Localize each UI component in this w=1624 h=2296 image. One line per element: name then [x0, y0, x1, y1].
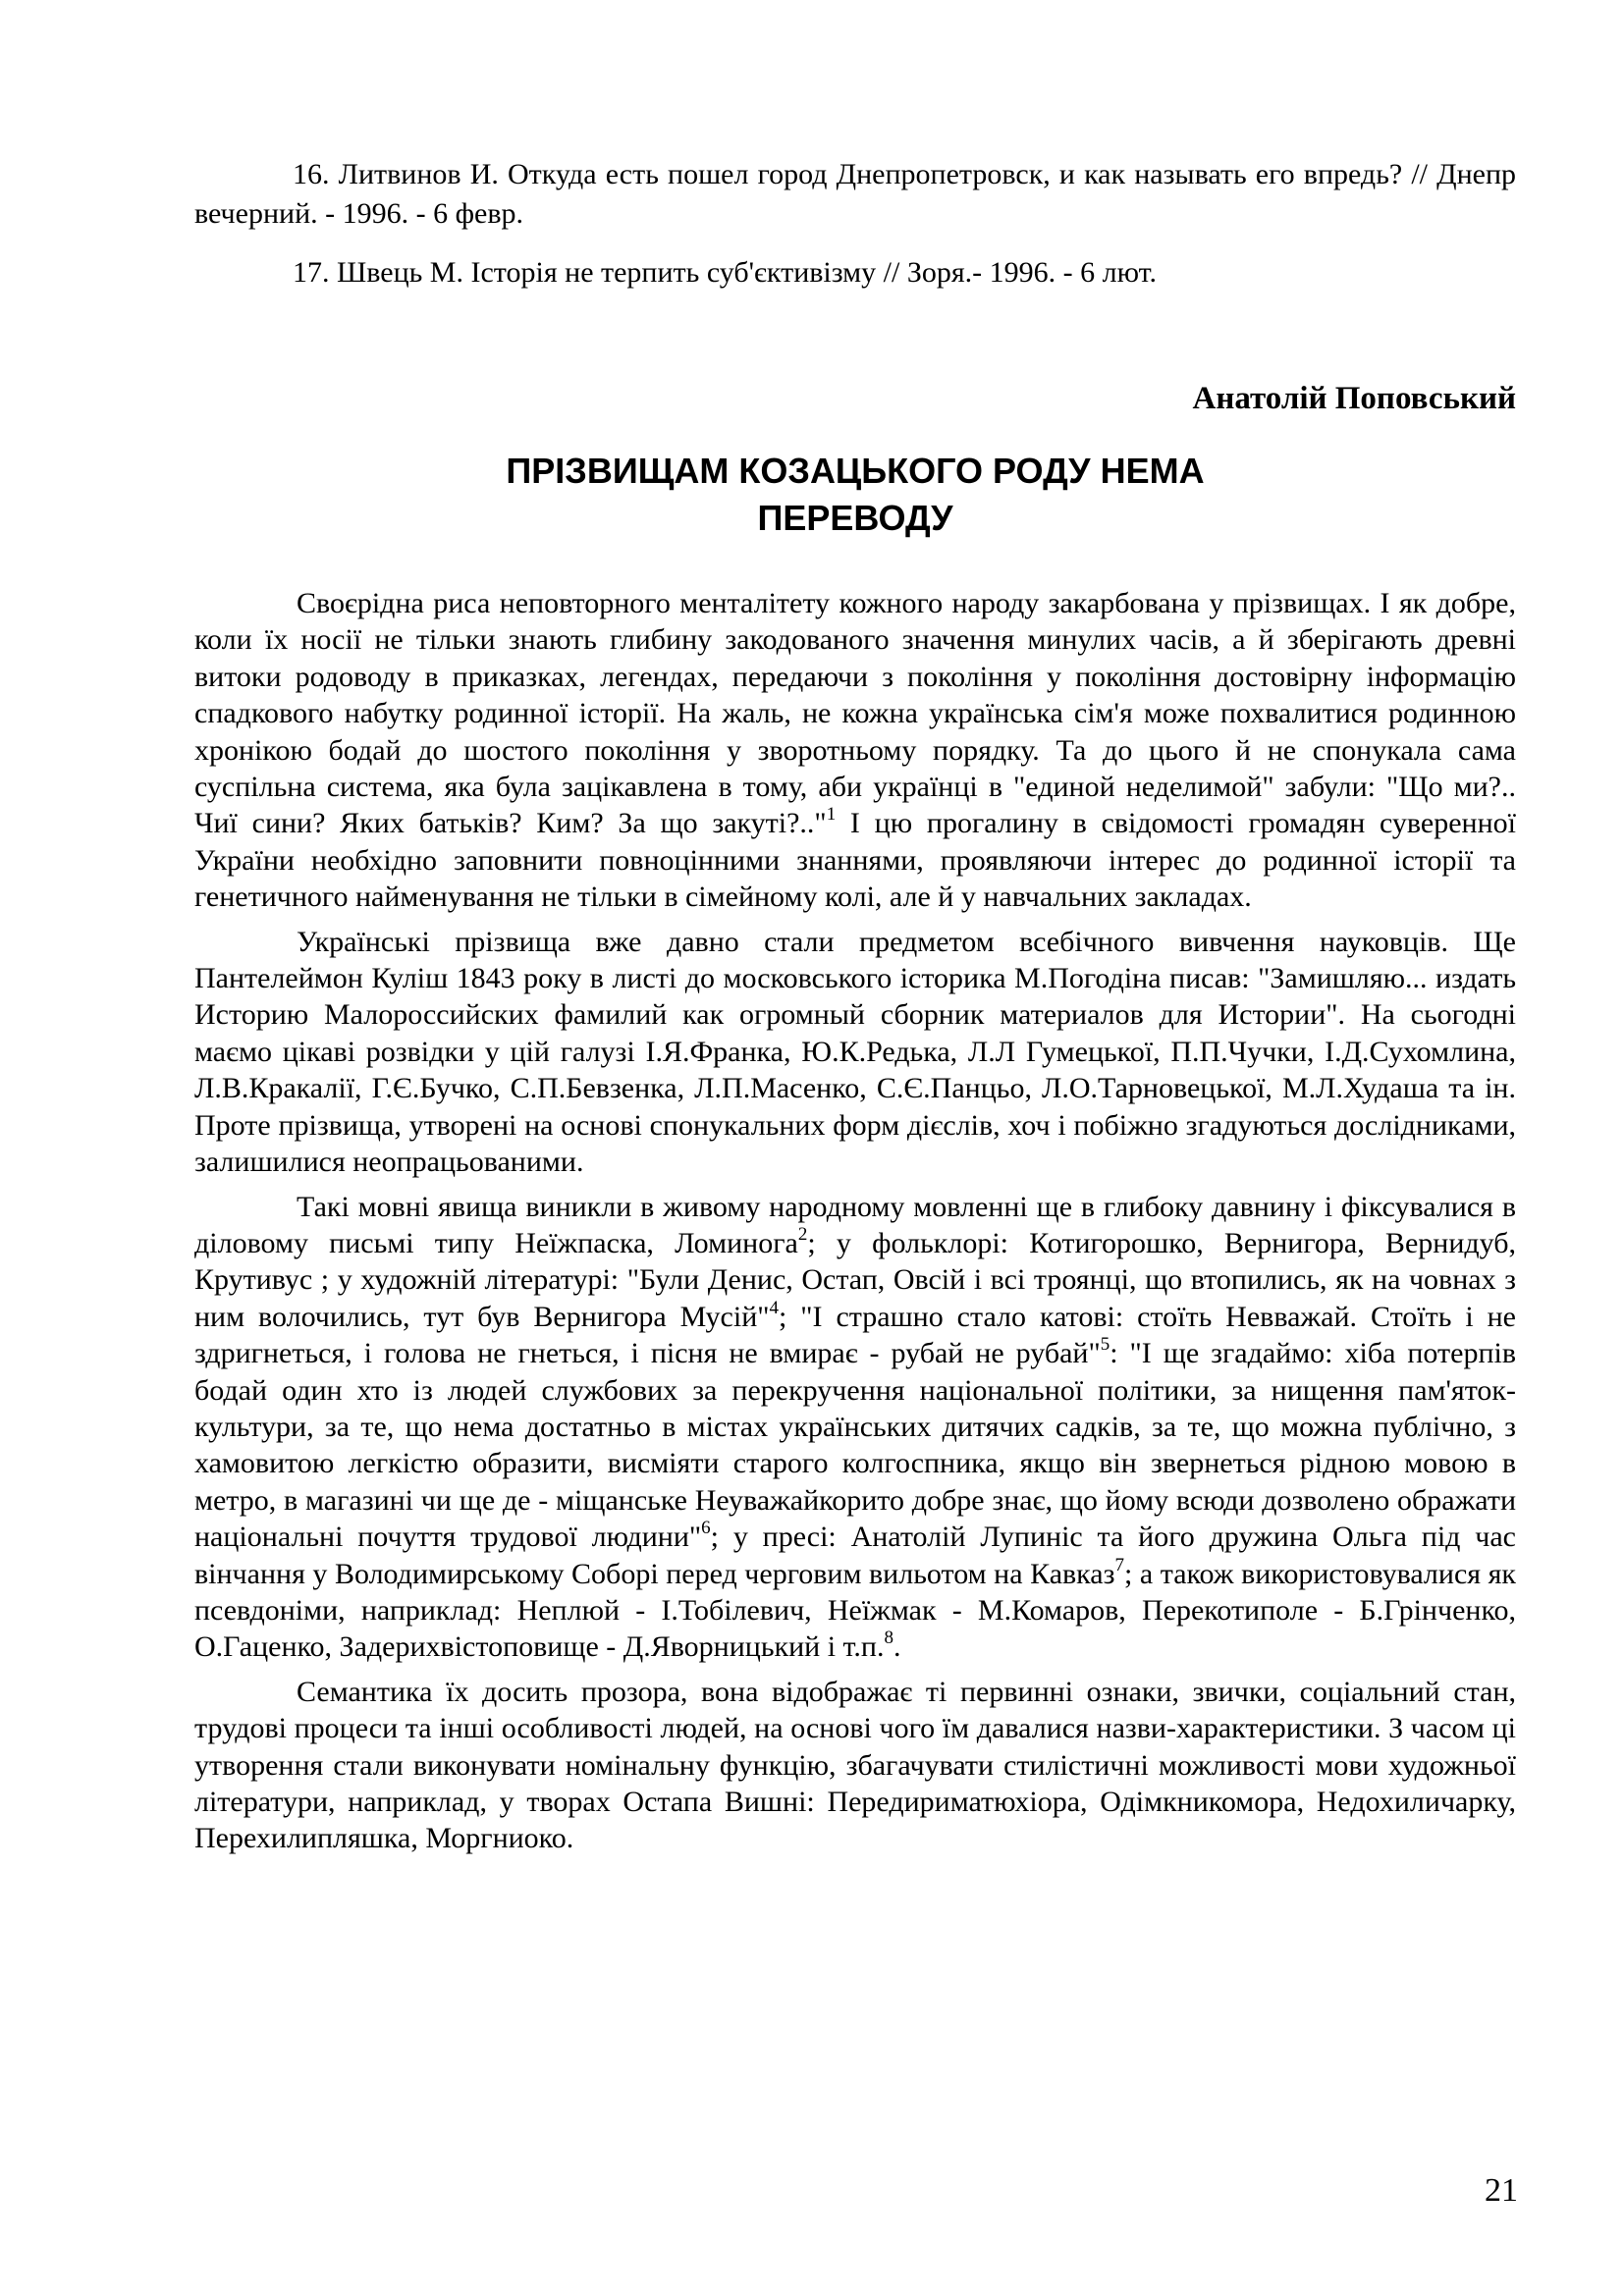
article-title-line: ПЕРЕВОДУ [757, 498, 953, 538]
footnote-ref: 2 [797, 1223, 808, 1245]
reference-list [194, 155, 1516, 312]
footnote-ref: 5 [1100, 1334, 1110, 1356]
paragraph-text: ; а також використовувалися як псевдоніми, наприклад: Неплюй - І.Тобілевич, Неїжмак - М.Комаров, Перекотиполе - Б.Грінченко, О.Гаценко, Задерихвістоповище - Д.Яворницький і т.п. [194, 1557, 1516, 1664]
footnote-ref: 8 [884, 1628, 893, 1649]
paragraph-text: Українські прізвища вже давно стали предметом всебічного вивчення науковців. Ще Пантелеймон Куліш 1843 року в листі до московського історика М.Погодіна писав: "Замишляю... издать Историю Малороссийских фамилий как огромный сборник материалов для Истории". На сьогодні маємо цікаві розвідки у цій галузі І.Я.Франка, Ю.К.Редька, Л.Л Гумецької, П.П.Чучки, І.Д.Сухомлина, Л.В.Кракалії, Г.Є.Бучко, С.П.Бевзенка, Л.П.Масенко, С.Є.Панцьо, Л.О.Тарновецької, М.Л.Худаша та ін. Проте прізвища, утворені на основі спонукальних форм дієслів, хоч і побіжно згадуються дослідниками, залишилися неопрацьованими. [194, 925, 1516, 1179]
paragraph-text: : "І ще згадаймо: хіба потерпів бодай один хто із людей службових за перекручення національної політики, за нищення пам'яток-культури, за те, що нема достатньо в містах українських дитячих садків, за те, що можна публічно, з хамовитою легкістю образити, висміяти старого колгоспника, якщо він звернеться рідною мовою в метро, в магазині чи ще де - міщанське Неуважайкорито добре знає, що йому всюди дозволено ображати національні почуття трудової людини" [194, 1337, 1516, 1554]
footnote-ref: 1 [826, 804, 837, 826]
paragraph-text: Своєрідна риса неповторного менталітету кожного народу закарбована у прізвищах. І як добре, коли їх носії не тільки знають глибину закодованого значення минулих часів, а й зберігають древні витоки родоводу в приказках, легендах, передаючи з покоління у покоління достовірну інформацію спадкового набутку родинної історії. На жаль, не кожна українська сім'я може похвалитися родинною хронікою бодай до шостого покоління у зворотньому порядку. Та до цього й не спонукала сама суспільна система, яка була зацікавлена в тому, аби українці в "единой неделимой" забули: "Що ми?.. Чиї сини? Яких батьків? Ким? За що закуті?.." [194, 587, 1516, 840]
paragraph [194, 924, 1516, 1181]
paragraph-text: І цю прогалину в свідомості громадян суверенної України необхідно заповнити повноцінними знаннями, проявляючи інтерес до родинної історії та генетичного найменування не тільки в сімейному колі, але й у навчальних закладах. [194, 807, 1516, 914]
article-body [194, 585, 1516, 1865]
page-number: 21 [1485, 2172, 1518, 2209]
footnote-ref: 4 [769, 1297, 780, 1318]
paragraph-text: Семантика їх досить прозора, вона відображає ті первинні ознаки, звички, соціальний стан, трудові процеси та інші особливості людей, на основі чого їм давалися назви-характеристики. З часом ці утворення стали виконувати номінальну функцію, збагачувати стилістичні можливості мови художньої літератури, наприклад, у творах Остапа Вишні: Передириматюхіора, Одімкникомора, Недохиличарку, Перехилипляшка, Моргниоко. [194, 1675, 1516, 1855]
paragraph-text: . [893, 1630, 901, 1664]
footnote-ref: 6 [701, 1518, 711, 1539]
article-author: Анатолій Поповський [1192, 381, 1516, 416]
footnote-ref: 7 [1114, 1554, 1124, 1575]
paragraph [194, 1674, 1516, 1857]
paragraph-text: ; у пресі: Анатолій Лупиніс та його дружина Ольга під час вінчання у Володимирському Соборі перед черговим вильотом на Кавказ [194, 1521, 1516, 1590]
article-title-line: ПРІЗВИЩАМ КОЗАЦЬКОГО РОДУ НЕМА [506, 451, 1205, 491]
paragraph-text: ; у фольклорі: Котигорошко, Вернигора, Вернидуб, Крутивус ; у художній літературі: "Були Денис, Остап, Овсій і всі троянці, що втопились, як на човнах з ним волочились, тут був Вернигора Мусій" [194, 1226, 1517, 1333]
paragraph [194, 1189, 1516, 1666]
paragraph [194, 585, 1516, 916]
article-title [194, 448, 1516, 542]
reference-item: 16. Литвинов И. Откуда есть пошел город Днепропетровск, и как называть его впредь? // Днепр вечерний. - 1996. - 6 февр. [194, 158, 1516, 230]
paragraph-text: ; "І страшно стало катові: стоїть Невважай. Стоїть і не здригнеться, і голова не гнеться, і пісня не вмирає - рубай не рубай" [194, 1300, 1516, 1370]
paragraph-text: Такі мовні явища виникли в живому народному мовленні ще в глибоку давнину і фіксувалися в діловому письмі типу Неїжпаска, Ломинога [194, 1190, 1516, 1259]
reference-item: 17. Швець М. Історія не терпить суб'єктивізму // Зоря.- 1996. - 6 лют. [293, 256, 1157, 289]
